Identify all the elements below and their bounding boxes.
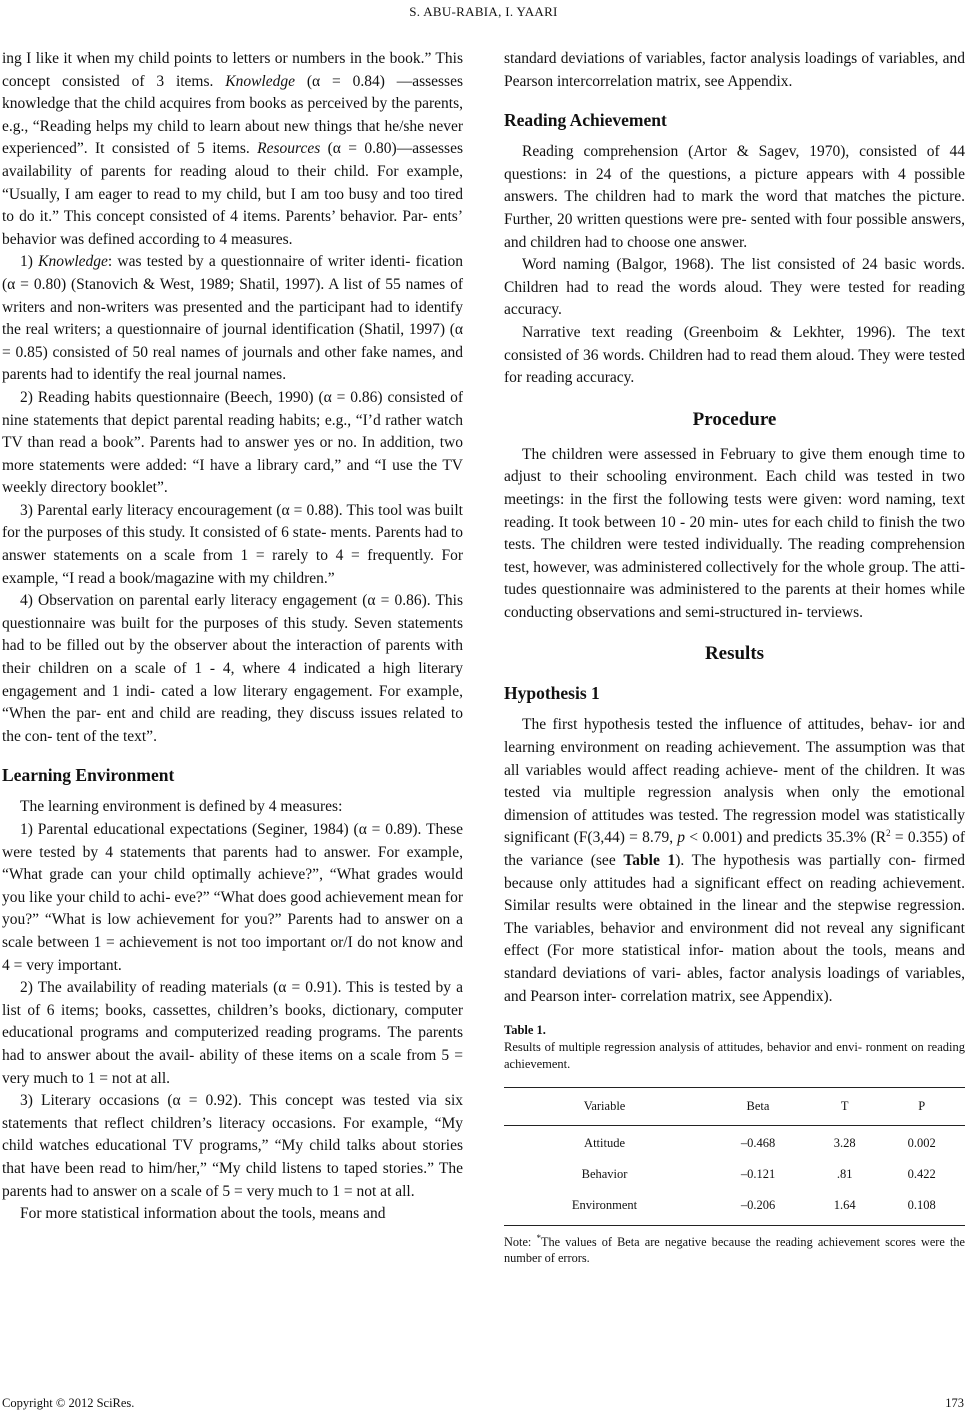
paragraph-word-naming: Word naming (Balgor, 1968). The list consisted of 24 basic words. Children had to read the words aloud. They were tested for reading accuracy. [504,256,965,319]
table-row [504,1126,965,1160]
cell-p: 0.422 [907,1167,936,1182]
paragraph-procedure: The children were assessed in February to give them enough time to adjust to their schooling environment. Each child was tested in two meetings: in the first the following tests were given: word naming, text reading. It took between 10 - 20 min- utes for each child to finish the two tests. The children were tested individually. The reading comprehension test, however, was administered collectively for the whole group. The atti- tudes questionnaire was administered to the parents at their homes while conducting observations and semi-structured in- terviews. [504,445,965,621]
paragraph-narrative-text: Narrative text reading (Greenboim & Lekhter, 1996). The text consisted of 36 words. Children had to read them aloud. They were tested for reading accuracy. [504,323,965,387]
text-run: The values of Beta are negative because the reading achievement scores were the number of errors. [504,1235,965,1266]
table-reference: Table 1 [623,852,676,870]
heading-results: Results [704,643,765,665]
heading-procedure: Procedure [692,408,777,430]
text-run: : was tested by a questionnaire of writer identi- fication (α = 0.80) (Stanovich & West, 1989; Shatil, 1997). A list of 55 names of writers and non-writers was presented and the participant had to identify the real writers; a questionnaire of journal identification (Shatil, 1997) (α = 0.85) consisted of 50 real names of journals and other fake names, and parents had to identify the real journal names. [2,253,463,384]
paragraph-hypothesis-1 [504,714,965,1008]
text-run: (α = 0.80)—assesses availability of parents for reading aloud to their child. For example, “Usually, I am eager to read to my child, but I am too busy and too tired to do it.” This concept consisted of 4 items. Parents’ behavior. Par- ents’ behavior was defined according to 4 measures. [2,140,463,248]
cell-t: 1.64 [833,1198,856,1213]
paragraph-encouragement: 3) Parental early literacy encouragement (α = 0.88). This tool was built for the purposes of this study. It consisted of 6 state- ments. Parents had to answer statements on a scale from 1 = rarely to 4 = frequently. For example, “I read a book/magazine with my children.” [2,501,463,587]
footer-copyright: Copyright © 2012 SciRes. [2,1396,135,1410]
cell-t: 3.28 [833,1136,856,1151]
paragraph-knowledge [2,251,463,387]
cell-beta: –0.468 [740,1136,776,1151]
text-run: < 0.001) and predicts 35.3% (R [685,829,887,847]
cell-p: 0.002 [907,1136,936,1151]
superscript: * [536,1233,541,1244]
table-title: Table 1. [504,1023,546,1038]
footer-page-number: 173 [945,1396,964,1410]
cell-p: 0.108 [907,1198,936,1213]
cell-variable: Environment [571,1198,638,1213]
right-column [504,48,965,1266]
paragraph-expectations: 1) Parental educational expectations (Seginer, 1984) (α = 0.89). These were tested by 4 statements that parents had to answer. For example, “What grade can your child optimally achieve?”, “What grades would you like your child to achi- eve?” “What does good achievement mean for you?” “What is low achievement for you?” Parents had to answer on a scale between 1 = achievement is not too important or/I do not know and 4 = very important. [2,821,463,974]
table-row [504,1190,965,1226]
running-head: S. ABU-RABIA, I. YAARI [409,4,558,19]
heading-hypothesis-1: Hypothesis 1 [504,683,600,704]
cell-variable: Attitude [584,1136,626,1151]
header-p: P [918,1099,926,1114]
heading-reading-achievement: Reading Achievement [504,110,667,131]
left-column [2,48,463,1226]
term-knowledge: Knowledge [38,253,108,271]
cell-variable: Behavior [581,1167,628,1182]
table-row [504,1159,965,1190]
cell-t: .81 [836,1167,853,1182]
paragraph-reading-habits: 2) Reading habits questionnaire (Beech, 1990) (α = 0.86) consisted of nine statements that depict parental reading habits; e.g., “I’d rather watch TV than read a book”. Parents had to answer yes or no. In addition, two more statements were added: “I have a library card,” and “I use the TV weekly directory booklet”. [2,388,463,497]
regression-table [504,1087,965,1226]
paragraph-availability: 2) The availability of reading materials (α = 0.91). This is tested by a list of 6 items; books, cassettes, children’s books, dictionary, computer educational programs and computerized reading programs. The parents had to answer about the avail- ability of these items on a scale from 5 = very much to 1 = not at all. [2,979,463,1087]
cell-beta: –0.121 [740,1167,776,1182]
header-t: T [840,1099,849,1114]
text-run: ). The hypothesis was partially con- firmed because only attitudes had a significant effect on reading achievement. Similar results were obtained in the linear and the stepwise regression. The variables, behavior and environment did not reveal any significant effect (For more statistical infor- mation about the tools, means and standard deviations of vari- ables, factor analysis loadings of variables, and Pearson inter- correlation matrix, see Appendix). [504,852,965,1005]
superscript: 2 [886,828,891,839]
paragraph-literary-occasions: 3) Literary occasions (α = 0.92). This concept was tested via six statements that reflect children’s literacy occasions. For example, “My child watches educational TV programs,” “My child talks about stories that have been read to him/her,” “My child listens to taped stories.” The parents had to answer on a scale of 5 = very much to 1 = not at all. [2,1092,463,1200]
text-run: 1) [20,253,39,271]
header-beta: Beta [746,1099,770,1114]
header-variable: Variable [583,1099,626,1114]
paragraph-reading-comprehension: Reading comprehension (Artor & Sagev, 1970), consisted of 44 questions: in 24 of the questions, a picture appears with 4 possible answers. The children had to mark the word that matches the picture. Further, 20 written questions were pre- sented with four possible answers, and children had to choose one answer. [504,143,965,251]
text-run: The first hypothesis tested the influence of attitudes, behav- ior and learning environment on reading achievement. The assumption was that all variables would affect reading achieve- ment of the children. It was tested via multiple regression analysis when only the emotional dimension of attitudes was tested. The regression model was statistically significant (F(3,44) = 8.79, [504,716,965,847]
cell-beta: –0.206 [740,1198,776,1213]
paragraph-more-info: For more statistical information about the tools, means and [20,1205,386,1223]
term-knowledge: Knowledge [225,72,295,90]
table-1 [504,1022,965,1266]
paragraph-continued: standard deviations of variables, factor analysis loadings of variables, and Pearson intercorrelation matrix, see Appendix. [504,50,965,90]
text-run: (α = 0.84) —assesses knowledge that the child acquires from books as perceived by the parents, e.g., “Reading helps my child to learn about new things that he/she never experienced”. It consisted of 5 items. [2,72,464,158]
table-note [504,1234,965,1266]
table-caption: Results of multiple regression analysis of attitudes, behavior and envi- ronment on reading achievement. [504,1040,965,1072]
text-run: ing I like it when my child points to letters or numbers in the book.” This concept consisted of 3 items. [2,50,463,90]
text-run: Note: [504,1235,537,1250]
italic-p: p [677,829,686,847]
term-resources: Resources [257,140,321,158]
text-run: = 0.355) of the variance (see [504,829,965,870]
heading-learning-environment: Learning Environment [2,765,175,786]
paragraph-attitudes-continued [2,48,463,251]
table-header-row [504,1088,965,1126]
paragraph-learning-intro: The learning environment is defined by 4 measures: [20,798,343,816]
paragraph-observation: 4) Observation on parental early literacy engagement (α = 0.86). This questionnaire was built for the purposes of this study. Seven statements had to be filled out by the observer about the interaction of parents with their children on a scale of 1 - 4, where 4 indicated a high literary engagement and 1 indi- cated a low literary engagement. For example, “When the par- ent and child are reading, they discuss issues related to the con- tent of the text”. [2,592,463,745]
